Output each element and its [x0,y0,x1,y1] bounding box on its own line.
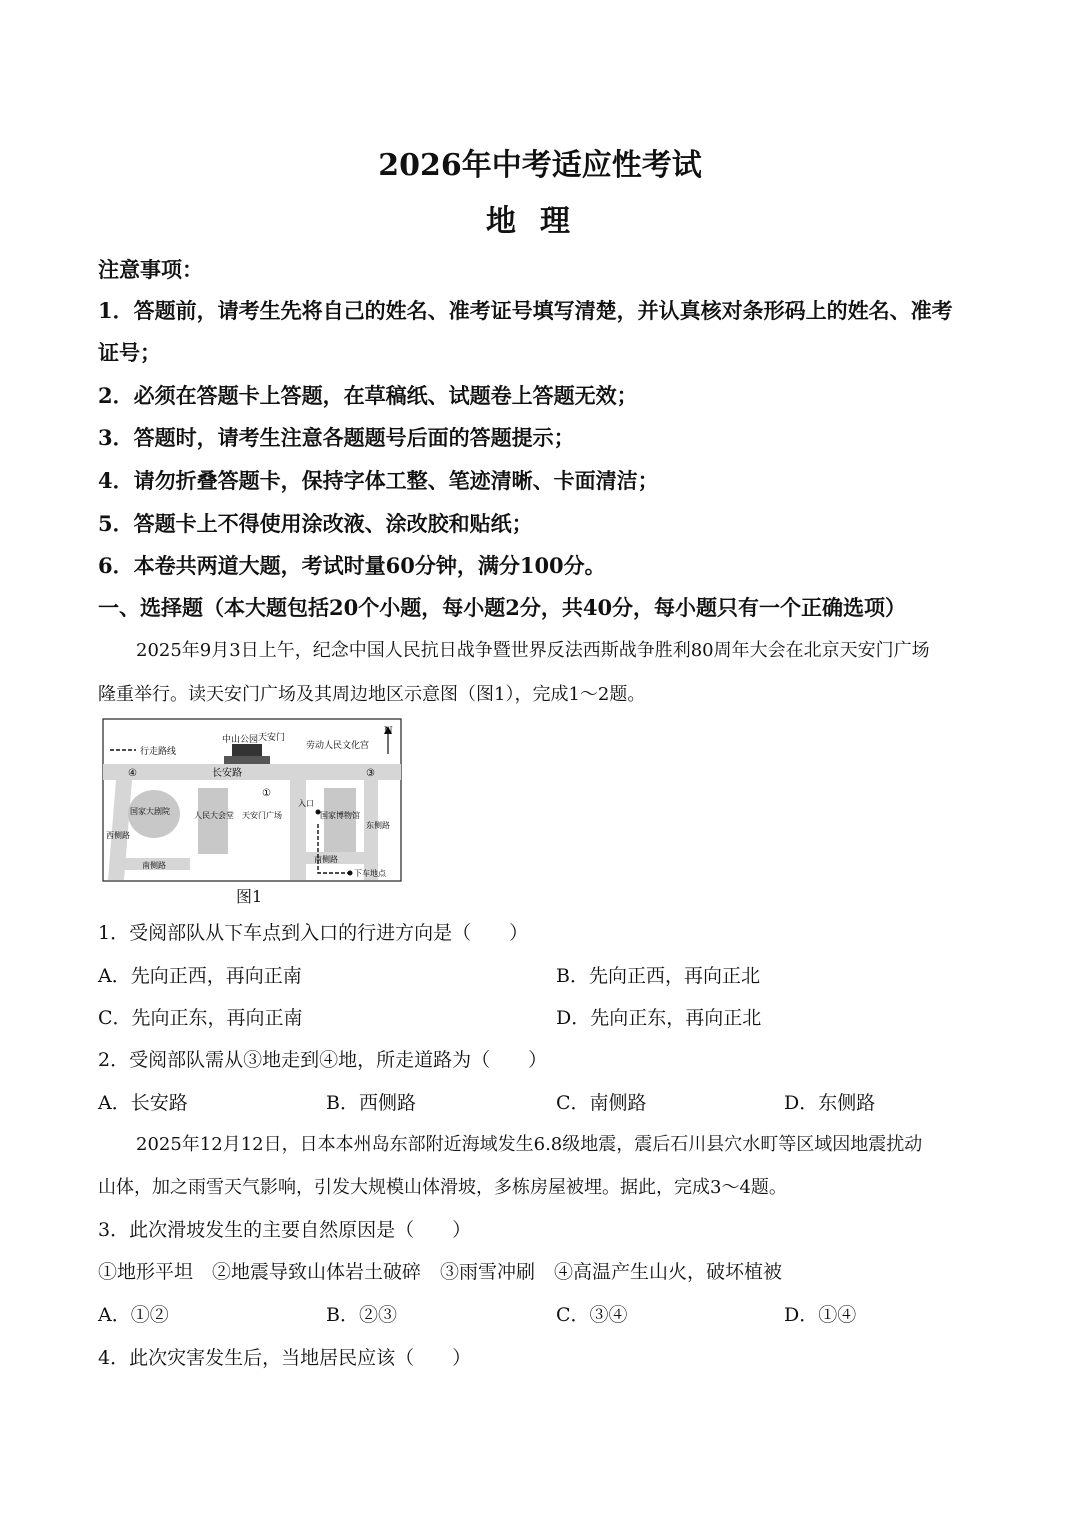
q2-option-c[interactable]: C．南侧路 [556,1092,647,1114]
q2-option-b[interactable]: B．西侧路 [326,1092,416,1114]
q1-stem: 1．受阅部队从下车点到入口的行进方向是（ ） [98,922,529,944]
map-dongce-label: 东侧路 [366,821,390,830]
notice-item-2: 2．必须在答题卡上答题，在草稿纸、试题卷上答题无效； [98,383,638,408]
q1-option-c[interactable]: C．先向正东，再向正南 [98,1007,303,1029]
section-heading: 一、选择题（本大题包括20个小题，每小题2分，共40分，每小题只有一个正确选项） [98,595,907,620]
map-dahuitang-label: 人民大会堂 [194,811,234,820]
q2-option-d[interactable]: D．东侧路 [784,1092,876,1114]
passage1-line-2: 隆重举行。读天安门广场及其周边地区示意图（图1），完成1～2题。 [98,684,646,705]
notice-item-5: 5．答题卡上不得使用涂改液、涂改胶和贴纸； [98,511,533,536]
map-legend-label: 行走路线 [140,747,177,757]
notice-item-4: 4．请勿折叠答题卡，保持字体工整、笔迹清晰、卡面清洁； [98,468,659,493]
passage1-line-1: 2025年9月3日上午，纪念中国人民抗日战争暨世界反法西斯战争胜利80周年大会在北京天安门广场 [136,640,930,661]
q3-option-c[interactable]: C．③④ [556,1304,628,1326]
q3-items: ①地形平坦 ②地震导致山体岩土破碎 ③雨雪冲刷 ④高温产生山火，破坏植被 [98,1261,783,1283]
map-tiananmen-label: 天安门 [258,733,286,743]
q1-option-a[interactable]: A．先向正西，再向正南 [98,965,302,987]
q3-stem: 3．此次滑坡发生的主要自然原因是（ ） [98,1219,472,1241]
map-xiache-label: 下车地点 [354,869,386,878]
map-marker-4: ④ [128,768,137,779]
map-bowuguan-label: 国家博物馆 [320,811,360,820]
passage2-line-1: 2025年12月12日，日本本州岛东部附近海域发生6.8级地震，震后石川县穴水町等区域因地震扰动 [136,1134,923,1155]
notice-item-1: 1．答题前，请考生先将自己的姓名、准考证号填写清楚，并认真核对条形码上的姓名、准考 [98,298,953,323]
subject-title: 地理 [486,204,594,239]
map-guangchang-label: 天安门广场 [242,811,282,820]
map-xice-label: 西侧路 [106,831,130,840]
q3-option-a[interactable]: A．①② [98,1304,169,1326]
map-marker-3: ③ [366,768,375,779]
notice-item-3: 3．答题时，请考生注意各题题号后面的答题提示； [98,425,575,450]
q2-option-a[interactable]: A．长安路 [98,1092,188,1114]
q2-stem: 2．受阅部队需从③地走到④地，所走道路为（ ） [98,1049,548,1071]
notice-heading: 注意事项： [98,257,203,282]
notice-item-1-cont: 证号； [98,340,161,365]
map-caption: 图1 [236,887,263,906]
map-nance-east-label: 南侧路 [314,855,338,864]
notice-item-6: 6．本卷共两道大题，考试时量60分钟，满分100分。 [98,553,606,578]
map-north-label: N [384,726,393,737]
q3-option-d[interactable]: D．①④ [784,1304,857,1326]
map-marker-1: ① [262,788,271,799]
map-rukou-label: 入口 [298,799,314,808]
q1-option-d[interactable]: D．先向正东，再向正北 [556,1007,762,1029]
q4-stem: 4．此次灾害发生后，当地居民应该（ ） [98,1347,472,1369]
q3-option-b[interactable]: B．②③ [326,1304,397,1326]
passage2-line-2: 山体，加之雨雪天气影响，引发大规模山体滑坡，多栋房屋被埋。据此，完成3～4题。 [98,1177,787,1198]
map-laodong-label: 劳动人民文化宫 [306,741,370,751]
exam-title: 2026年中考适应性考试 [378,148,702,183]
map-zhongshan-label: 中山公园 [222,735,259,745]
q1-option-b[interactable]: B．先向正西，再向正北 [556,965,760,987]
map-juyuan-label: 国家大剧院 [130,807,170,816]
tiananmen-map-figure [102,718,402,882]
map-changan-label: 长安路 [212,768,242,779]
map-nance-west-label: 南侧路 [142,861,166,870]
